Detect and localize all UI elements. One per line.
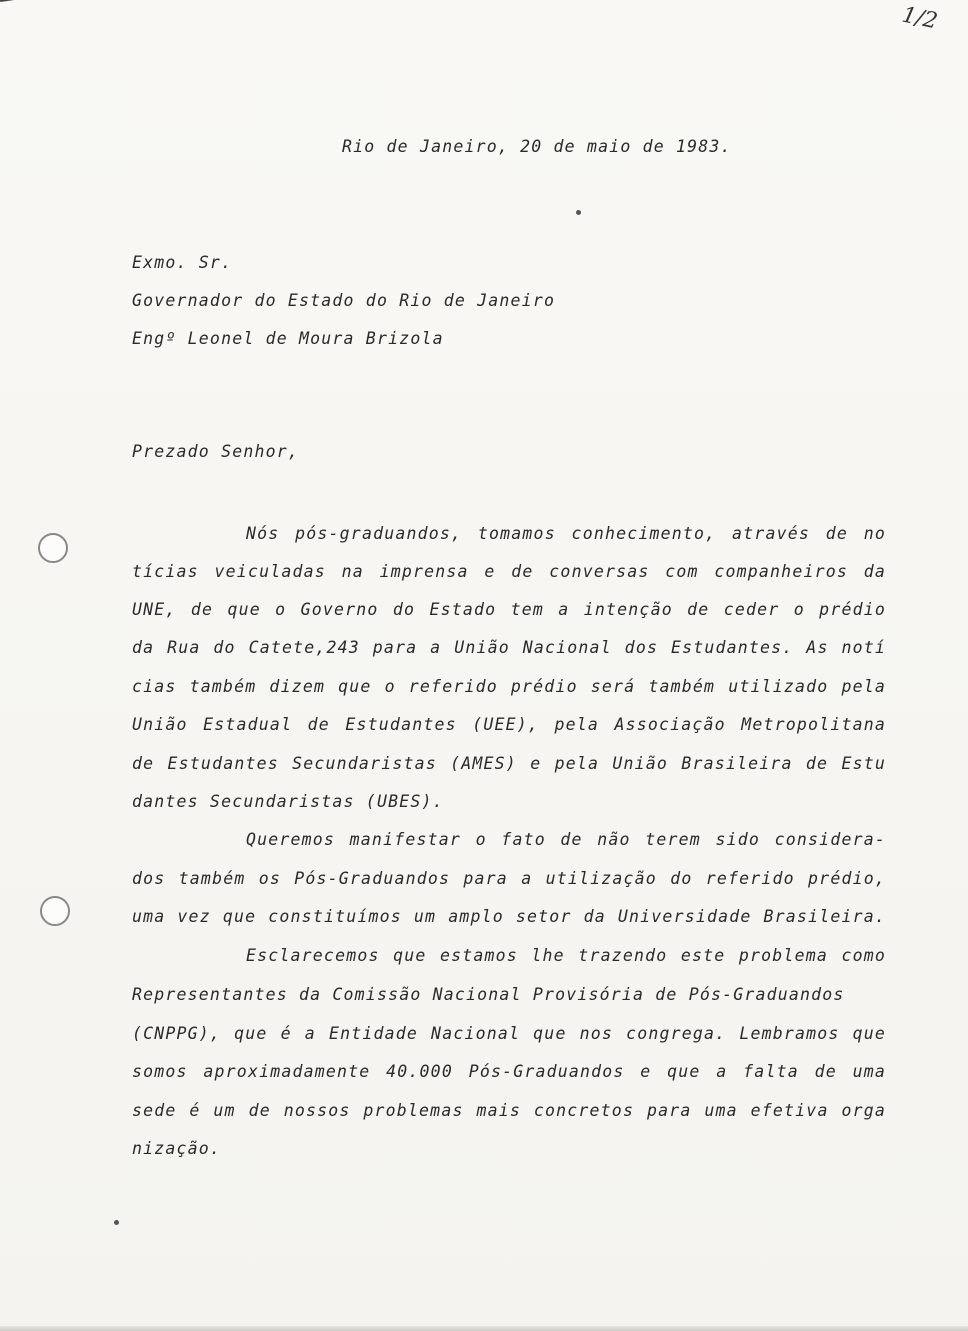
body-line: Representantes da Comissão Nacional Provisória de Pós-Graduandos bbox=[132, 985, 845, 1004]
date-line: Rio de Janeiro, 20 de maio de 1983. bbox=[342, 137, 732, 156]
body-line: da Rua do Catete,243 para a União Nacional dos Estudantes. As notí bbox=[132, 638, 886, 657]
body-line: sede é um de nossos problemas mais concretos para uma efetiva orga bbox=[132, 1101, 886, 1120]
body-line: Nós pós-graduandos, tomamos conhecimento, através de no bbox=[246, 524, 886, 543]
body-line: dantes Secundaristas (UBES). bbox=[132, 792, 444, 811]
body-line: uma vez que constituímos um amplo setor da Universidade Brasileira. bbox=[132, 907, 886, 926]
body-line: UNE, de que o Governo do Estado tem a intenção de ceder o prédio bbox=[132, 600, 886, 619]
body-line: Esclarecemos que estamos lhe trazendo este problema como bbox=[246, 946, 886, 965]
corner-mark bbox=[0, 0, 63, 26]
body-line: nização. bbox=[132, 1139, 222, 1158]
body-line: União Estadual de Estudantes (UEE), pela Associação Metropolitana bbox=[132, 715, 886, 734]
punch-hole-lower bbox=[40, 896, 70, 926]
body-line: Queremos manifestar o fato de não terem sido considera- bbox=[246, 830, 886, 849]
ink-speck bbox=[114, 1220, 119, 1225]
punch-hole-upper bbox=[38, 533, 68, 563]
body-line: tícias veiculadas na imprensa e de conversas com companheiros da bbox=[132, 562, 886, 581]
body-line: dos também os Pós-Graduandos para a utilização do referido prédio, bbox=[132, 869, 886, 888]
body-line: de Estudantes Secundaristas (AMES) e pela União Brasileira de Estu bbox=[132, 754, 886, 773]
body-line: cias também dizem que o referido prédio será também utilizado pela bbox=[132, 677, 886, 696]
page-number: 1/2 bbox=[899, 2, 940, 35]
ink-speck bbox=[576, 210, 581, 215]
salutation: Prezado Senhor, bbox=[132, 442, 300, 461]
body-line: somos aproximadamente 40.000 Pós-Graduandos e que a falta de uma bbox=[132, 1062, 886, 1081]
addressee-name: Engº Leonel de Moura Brizola bbox=[132, 329, 444, 348]
addressee-position: Governador do Estado do Rio de Janeiro bbox=[132, 291, 556, 310]
addressee-title: Exmo. Sr. bbox=[132, 253, 233, 272]
body-line: (CNPPG), que é a Entidade Nacional que nos congrega. Lembramos que bbox=[132, 1024, 886, 1043]
page-bottom-edge bbox=[0, 1326, 968, 1331]
